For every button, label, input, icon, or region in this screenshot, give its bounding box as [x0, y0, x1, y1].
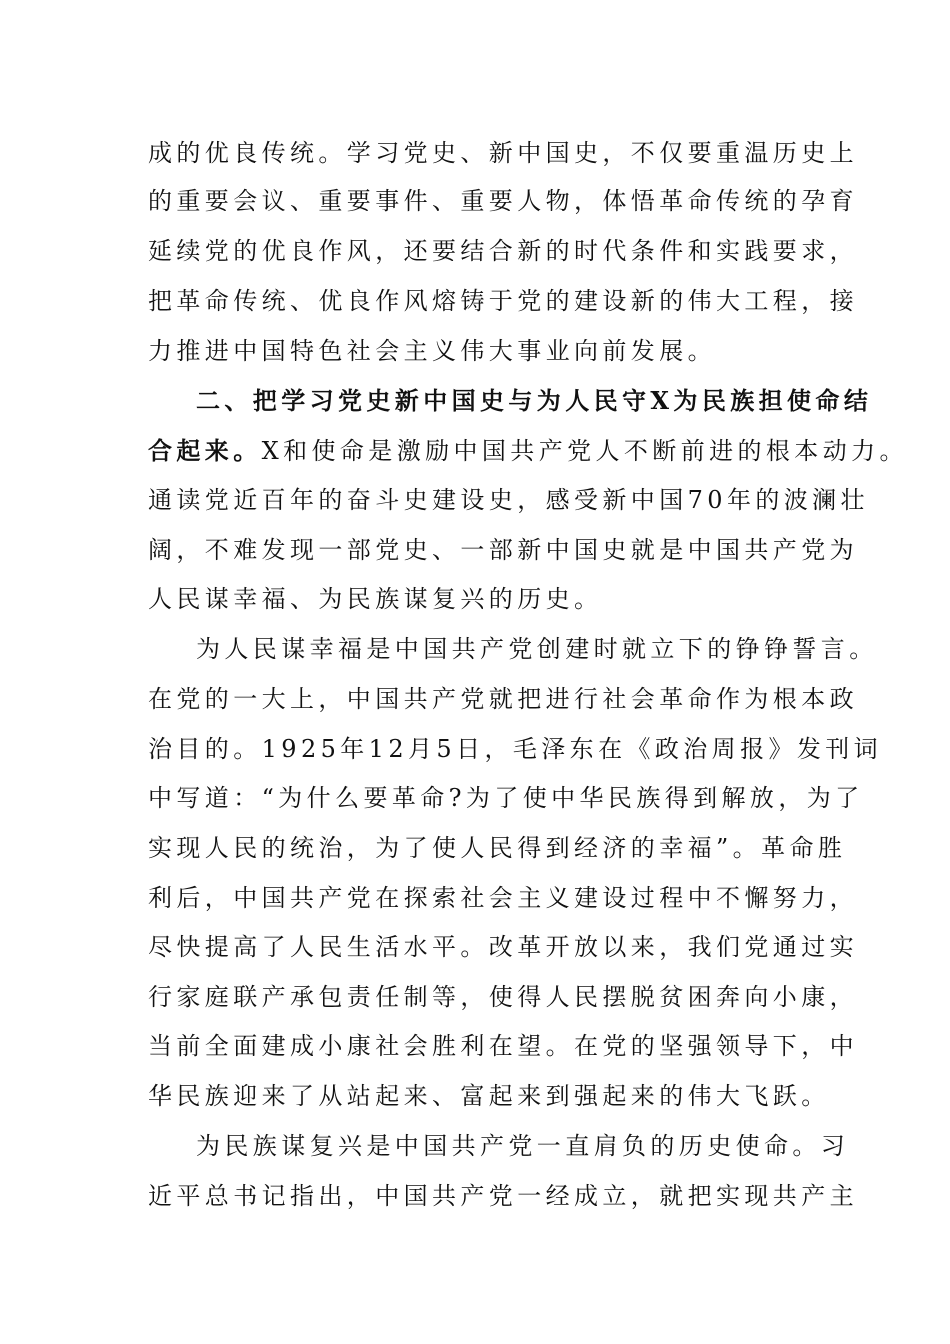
- text-line: 人民谋幸福、为民族谋复兴的历史。: [148, 585, 603, 613]
- text-line: 力推进中国特色社会主义伟大事业向前发展。: [148, 337, 716, 365]
- text-line: 中写道：“为什么要革命?为了使中华民族得到解放，为了: [148, 784, 864, 812]
- text-line: 通读党近百年的奋斗史建设史，感受新中国70年的波澜壮: [148, 486, 869, 514]
- section-heading: 二、把学习党史新中国史与为人民守X为民族担使命结: [196, 386, 873, 415]
- text-line: 当前全面建成小康社会胜利在望。在党的坚强领导下，中: [148, 1032, 858, 1060]
- text-line: 华民族迎来了从站起来、富起来到强起来的伟大飞跃。: [148, 1082, 830, 1110]
- text-line: 利后，中国共产党在探索社会主义建设过程中不懈努力，: [148, 884, 858, 912]
- paragraph-first-line: 为民族谋复兴是中国共产党一直肩负的历史使命。习: [196, 1132, 850, 1160]
- text-line: 在党的一大上，中国共产党就把进行社会革命作为根本政: [148, 685, 858, 713]
- paragraph-first-line: 为人民谋幸福是中国共产党创建时就立下的铮铮誓言。: [196, 635, 878, 663]
- text-line: 近平总书记指出，中国共产党一经成立，就把实现共产主: [148, 1182, 858, 1210]
- text-line: 行家庭联产承包责任制等，使得人民摆脱贫困奔向小康，: [148, 983, 858, 1011]
- text-line: 把革命传统、优良作风熔铸于党的建设新的伟大工程，接: [148, 287, 858, 315]
- text-line-continuation: X和使命是激励中国共产党人不断前进的根本动力。: [261, 437, 908, 465]
- text-line: [148, 436, 908, 466]
- text-line: 成的优良传统。学习党史、新中国史，不仅要重温历史上: [148, 139, 858, 167]
- text-line: 的重要会议、重要事件、重要人物，体悟革命传统的孕育: [148, 187, 858, 215]
- text-line: 阔，不难发现一部党史、一部新中国史就是中国共产党为: [148, 536, 858, 564]
- text-line: 延续党的优良作风，还要结合新的时代条件和实践要求，: [148, 237, 858, 265]
- text-line: 尽快提高了人民生活水平。改革开放以来，我们党通过实: [148, 933, 858, 961]
- section-heading-end: 合起来。: [148, 436, 262, 465]
- text-line: 治目的。1925年12月5日，毛泽东在《政治周报》发刊词: [148, 735, 883, 763]
- text-line: 实现人民的统治，为了使人民得到经济的幸福”。革命胜: [148, 834, 847, 862]
